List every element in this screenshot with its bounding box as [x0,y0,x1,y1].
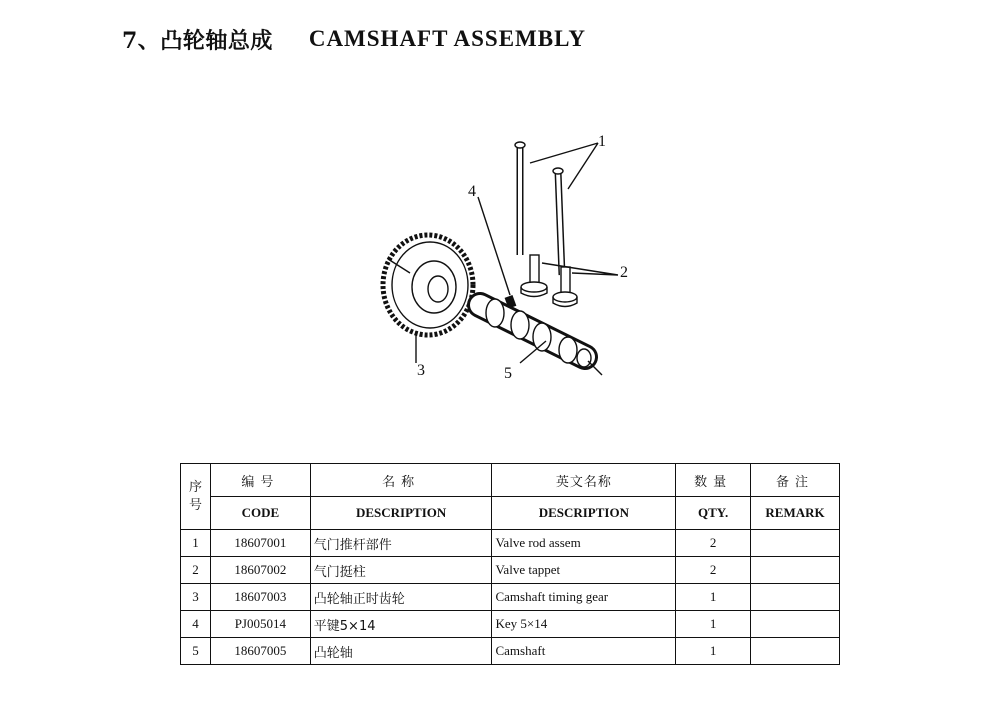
header-qty-cn: 数量 [676,464,751,497]
row-name-en: Camshaft [492,638,676,665]
callout-5: 5 [504,365,512,382]
title-english: CAMSHAFT ASSEMBLY [308,26,586,51]
callout-4: 4 [468,183,476,200]
camshaft-exploded-diagram [370,125,640,385]
camshaft [480,299,602,375]
row-qty: 2 [676,557,751,584]
header-en-name-cn: 英文名称 [492,464,676,497]
row-index: 1 [181,530,211,557]
header-index [181,464,211,530]
row-remark [751,638,840,665]
row-name-en: Key 5×14 [492,611,676,638]
row-code: 18607005 [210,638,310,665]
row-qty: 1 [676,638,751,665]
row-code: 18607002 [210,557,310,584]
header-index-char-1: 序 [188,479,202,495]
timing-gear [383,235,473,335]
row-remark [751,611,840,638]
tappet-left [521,255,547,297]
callout-1: 1 [598,133,606,150]
row-name-cn: 凸轮轴正时齿轮 [310,584,492,611]
table-row [181,638,840,665]
table-row [181,611,840,638]
row-qty: 1 [676,584,751,611]
parts-table [180,463,840,665]
callout-2: 2 [620,264,628,281]
table-row [181,557,840,584]
row-name-en: Valve tappet [492,557,676,584]
row-name-cn: 气门挺柱 [310,557,492,584]
row-remark [751,557,840,584]
table-row [181,584,840,611]
header-code-en: CODE [210,497,310,530]
header-qty-en: QTY. [676,497,751,530]
push-rod-right [553,168,563,275]
row-index: 4 [181,611,211,638]
header-name-cn: 名称 [310,464,492,497]
header-remark-cn: 备注 [751,464,840,497]
row-qty: 1 [676,611,751,638]
row-name-en: Valve rod assem [492,530,676,557]
header-remark-en: REMARK [751,497,840,530]
row-name-cn: 平键5×14 [310,611,492,638]
table-header-en [181,497,840,530]
row-index: 5 [181,638,211,665]
row-name-cn: 凸轮轴 [310,638,492,665]
push-rod-left [515,142,525,255]
title-chinese: 凸轮轴总成 [160,27,273,54]
section-number: 7、 [122,27,161,54]
row-remark [751,530,840,557]
row-code: 18607001 [210,530,310,557]
callout-3: 3 [417,362,425,379]
header-index-char-2: 号 [188,497,202,513]
page-title [122,22,586,56]
row-code: 18607003 [210,584,310,611]
header-desc-cn-en: DESCRIPTION [310,497,492,530]
header-code-cn: 编号 [210,464,310,497]
row-index: 2 [181,557,211,584]
header-desc-en: DESCRIPTION [492,497,676,530]
row-code: PJ005014 [210,611,310,638]
row-name-cn: 气门推杆部件 [310,530,492,557]
row-qty: 2 [676,530,751,557]
row-remark [751,584,840,611]
table-row [181,530,840,557]
row-name-en: Camshaft timing gear [492,584,676,611]
row-index: 3 [181,584,211,611]
table-header-cn [181,464,840,497]
